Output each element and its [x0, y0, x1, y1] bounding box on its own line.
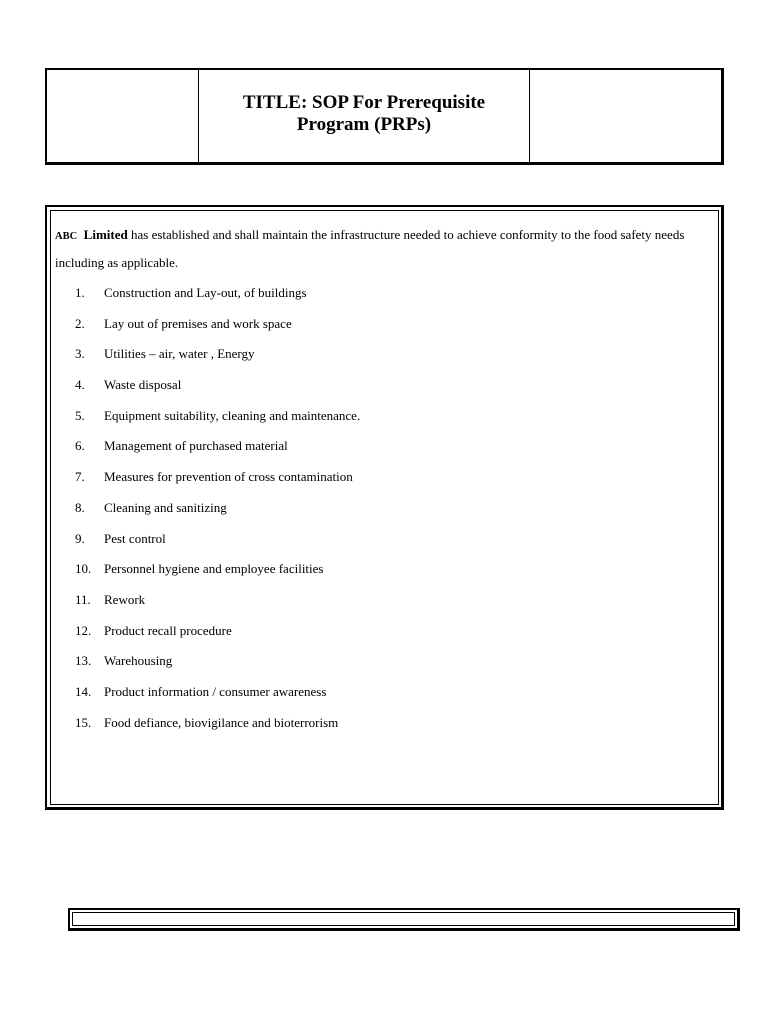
list-item-text: Warehousing	[104, 653, 173, 669]
header-left-cell	[47, 70, 199, 162]
list-item	[75, 406, 360, 437]
list-item-text: Cleaning and sanitizing	[104, 499, 227, 515]
list-item-text: Utilities – air, water , Energy	[104, 346, 255, 362]
list-item-text: Management of purchased material	[104, 438, 288, 454]
footer-box	[68, 908, 740, 931]
header-table	[45, 68, 724, 165]
list-item	[75, 467, 360, 498]
list-item	[75, 436, 360, 467]
list-item-text: Measures for prevention of cross contamination	[104, 469, 353, 485]
content-box	[45, 205, 724, 810]
intro-text: has established and shall maintain the infrastructure needed to achieve conformity to the food safety needs including as applicable.	[55, 227, 685, 270]
list-item	[75, 651, 360, 682]
list-item-number: 9.	[75, 530, 85, 546]
header-right-cell	[530, 70, 721, 162]
list-item-number: 3.	[75, 346, 85, 362]
title-line-2: Program (PRPs)	[296, 114, 432, 135]
list-item	[75, 375, 360, 406]
list-item-number: 8.	[75, 499, 85, 515]
company-limited: Limited	[83, 227, 128, 242]
list-item-number: 14.	[75, 683, 92, 699]
list-item	[75, 529, 360, 560]
list-item-number: 11.	[75, 591, 91, 607]
list-item-text: Lay out of premises and work space	[104, 315, 292, 331]
intro-paragraph	[55, 222, 719, 276]
list-item-number: 6.	[75, 438, 85, 454]
list-item-number: 4.	[75, 377, 85, 393]
list-item	[75, 283, 360, 314]
document-title	[224, 92, 504, 136]
list-item	[75, 498, 360, 529]
list-item-text: Waste disposal	[104, 377, 182, 393]
footer-box-inner-border	[72, 912, 735, 926]
title-line-1: TITLE: SOP For Prerequisite	[242, 92, 486, 113]
header-title-cell	[199, 70, 530, 162]
list-item	[75, 621, 360, 652]
list-item	[75, 713, 360, 744]
list-item-number: 10.	[75, 561, 92, 577]
list-item-number: 15.	[75, 714, 92, 730]
list-item	[75, 590, 360, 621]
list-item-text: Food defiance, biovigilance and bioterrorism	[104, 714, 339, 730]
list-item-number: 13.	[75, 653, 92, 669]
list-item	[75, 314, 360, 345]
prp-list	[75, 283, 360, 743]
list-item-text: Product recall procedure	[104, 622, 232, 638]
list-item-text: Product information / consumer awareness	[104, 683, 327, 699]
list-item-number: 1.	[75, 285, 85, 300]
list-item-number: 5.	[75, 407, 85, 423]
list-item	[75, 682, 360, 713]
list-item-text: Construction and Lay-out, of buildings	[104, 285, 307, 300]
list-item-text: Personnel hygiene and employee facilities	[104, 561, 324, 577]
list-item-number: 12.	[75, 622, 92, 638]
list-item-text: Rework	[104, 591, 146, 607]
list-item	[75, 344, 360, 375]
list-item-text: Pest control	[104, 530, 166, 546]
list-item-number: 7.	[75, 469, 85, 485]
company-abbrev: ABC	[55, 231, 78, 242]
list-item-text: Equipment suitability, cleaning and maintenance.	[104, 407, 361, 423]
list-item-number: 2.	[75, 315, 85, 331]
list-item	[75, 559, 360, 590]
